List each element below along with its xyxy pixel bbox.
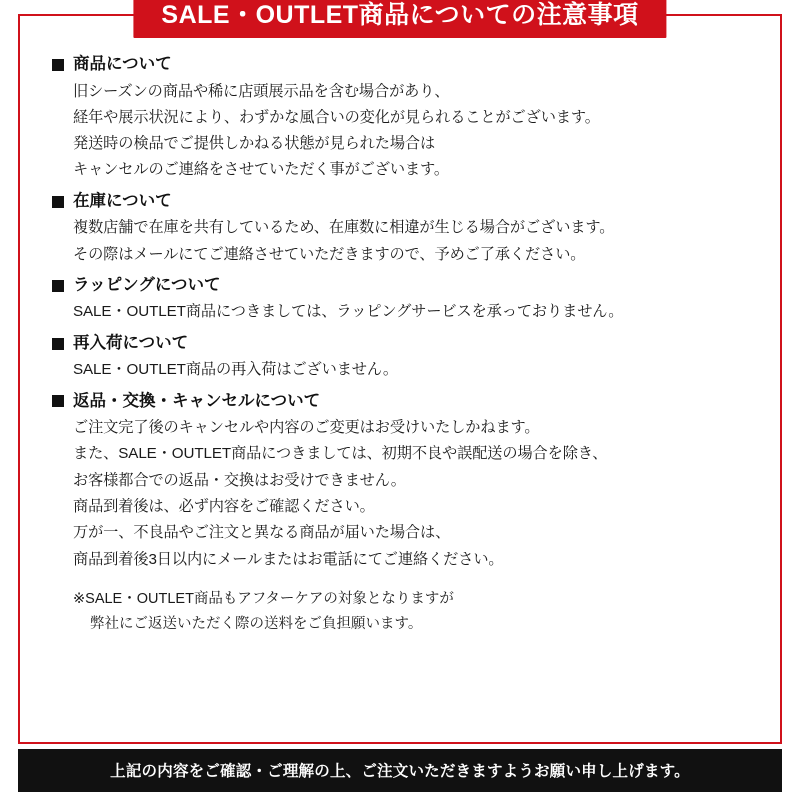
body-line: 万が一、不良品やご注文と異なる商品が届いた場合は、 (73, 524, 451, 542)
note-line: ※SALE・OUTLET商品もアフターケアの対象となりますが (73, 590, 454, 607)
section-heading (52, 52, 754, 78)
square-bullet-icon (52, 395, 64, 407)
body-line: ご注文完了後のキャンセルや内容のご変更はお受けいたしかねます。 (73, 419, 540, 437)
section-restock (52, 331, 754, 384)
body-line: また、SALE・OUTLET商品につきましては、初期不良や誤配送の場合を除き、 (73, 445, 608, 463)
aftercare-note (52, 587, 754, 637)
square-bullet-icon (52, 280, 64, 292)
body-line: 商品到着後は、必ず内容をご確認ください。 (73, 498, 375, 516)
section-heading-label: 商品について (73, 55, 172, 73)
notice-frame (18, 1, 782, 744)
square-bullet-icon (52, 59, 64, 71)
section-heading-label: 再入荷について (73, 333, 189, 352)
section-products (52, 52, 754, 184)
note-line: 弊社にご返送いただく際の送料をご負担願います。 (90, 615, 423, 632)
body-line: キャンセルのご連絡をさせていただく事がございます。 (73, 161, 449, 179)
section-heading (52, 189, 754, 215)
notice-content (20, 52, 780, 637)
section-wrapping (52, 273, 754, 326)
body-line: お客様都合での返品・交換はお受けできません。 (73, 471, 406, 489)
section-returns (52, 389, 754, 573)
section-stock (52, 189, 754, 268)
body-line: SALE・OUTLET商品につきましては、ラッピングサービスを承っておりません。 (73, 303, 624, 321)
section-heading (52, 331, 754, 357)
square-bullet-icon (52, 338, 64, 350)
body-line: その際はメールにてご連絡させていただきますので、予めご了承ください。 (73, 245, 586, 263)
section-heading-label: 在庫について (73, 191, 172, 210)
body-line: SALE・OUTLET商品の再入荷はございません。 (73, 361, 398, 379)
section-heading (52, 273, 754, 299)
body-line: 商品到着後3日以内にメールまたはお電話にてご連絡ください。 (73, 550, 504, 568)
body-line: 複数店舗で在庫を共有しているため、在庫数に相違が生じる場合がございます。 (73, 219, 615, 237)
section-heading-label: 返品・交換・キャンセルについて (73, 391, 321, 410)
page-title: SALE・OUTLET商品についての注意事項 (133, 0, 666, 38)
section-heading-label: ラッピングについて (73, 275, 221, 294)
section-heading (52, 389, 754, 415)
body-line: 発送時の検品でご提供しかねる状態が見られた場合は (73, 135, 436, 153)
square-bullet-icon (52, 196, 64, 208)
body-line: 経年や展示状況により、わずかな風合いの変化が見られることがございます。 (73, 108, 600, 126)
footer-banner: 上記の内容をご確認・ご理解の上、ご注文いただきますようお願い申し上げます。 (18, 749, 782, 792)
body-line: 旧シーズンの商品や稀に店頭展示品を含む場合があり、 (73, 82, 450, 100)
